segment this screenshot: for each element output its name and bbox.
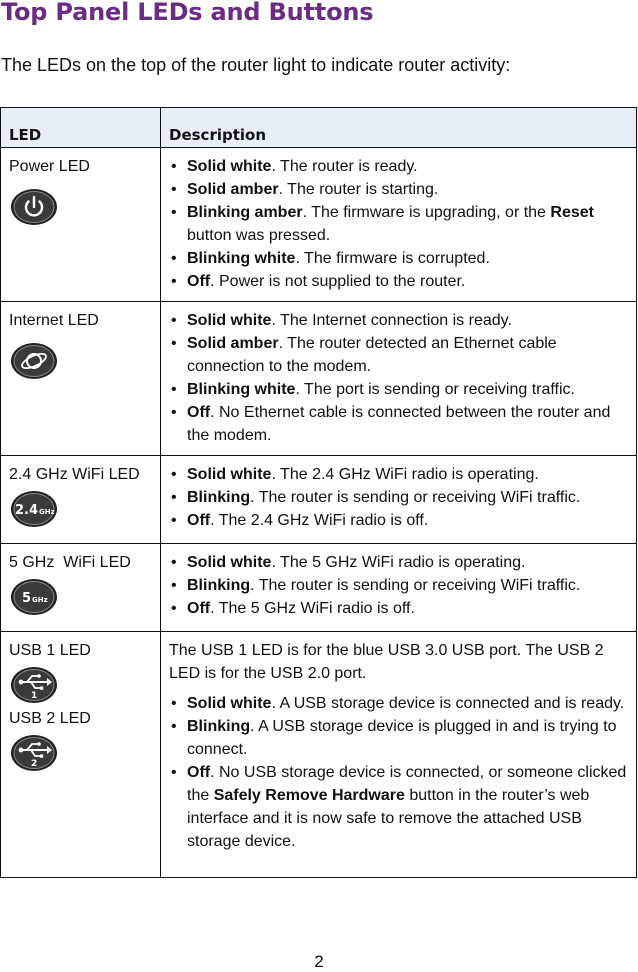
wifi-5ghz-icon xyxy=(9,577,59,617)
led-name-usb2: USB 2 LED xyxy=(9,710,91,727)
list-item: • Off. The 2.4 GHz WiFi radio is off. xyxy=(169,509,628,532)
usb-2-icon xyxy=(9,733,59,773)
desc-cell-usb xyxy=(161,632,637,878)
svg-text:5: 5 xyxy=(22,591,32,606)
power-icon xyxy=(9,187,59,227)
page-title: Top Panel LEDs and Buttons xyxy=(1,0,374,26)
table-row xyxy=(1,148,637,302)
intro-text: The LEDs on the top of the router light to indicate router activity: xyxy=(1,55,511,75)
table-row xyxy=(1,456,637,544)
usb-1-icon xyxy=(9,665,59,705)
list-item: • Off. The 5 GHz WiFi radio is off. xyxy=(169,597,628,620)
led-cell-wifi-5 xyxy=(1,544,161,632)
list-item: • Solid white. The 5 GHz WiFi radio is operating. xyxy=(169,551,628,574)
list-item: • Off. No Ethernet cable is connected between the router and the modem. xyxy=(169,401,628,447)
table-row xyxy=(1,302,637,456)
led-name: USB 1 LED xyxy=(9,642,91,659)
table-header-row xyxy=(1,108,637,148)
list-item: • Solid white. The 2.4 GHz WiFi radio is operating. xyxy=(169,463,628,486)
list-item: • Solid white. A USB storage device is connected and is ready. xyxy=(169,692,628,715)
page-number: 2 xyxy=(314,952,324,971)
svg-text:1: 1 xyxy=(31,691,38,701)
led-cell-usb xyxy=(1,632,161,878)
list-item: • Off. No USB storage device is connected, or someone clicked the Safely Remove Hardware button in the router’s web interface and it is now safe to remove the attached USB storage device. xyxy=(169,761,628,853)
desc-cell-internet xyxy=(161,302,637,456)
led-name: Power LED xyxy=(9,158,90,175)
desc-cell-wifi-2-4 xyxy=(161,456,637,544)
svg-text:2.4: 2.4 xyxy=(15,503,39,518)
list-item: • Blinking. The router is sending or receiving WiFi traffic. xyxy=(169,486,628,509)
svg-text:GHz: GHz xyxy=(39,508,55,516)
header-led: LED xyxy=(1,108,161,148)
led-cell-power xyxy=(1,148,161,302)
list-item: • Blinking. A USB storage device is plugged in and is trying to connect. xyxy=(169,715,628,761)
list-item: • Solid amber. The router detected an Ethernet cable connection to the modem. xyxy=(169,332,628,378)
led-name: 5 GHz WiFi LED xyxy=(9,554,131,571)
list-item: • Blinking white. The port is sending or receiving traffic. xyxy=(169,378,628,401)
svg-text:2: 2 xyxy=(31,759,38,769)
list-item: • Blinking white. The firmware is corrupted. xyxy=(169,247,628,270)
led-table xyxy=(0,107,637,878)
wifi-2-4ghz-icon xyxy=(9,489,59,529)
led-cell-wifi-2-4 xyxy=(1,456,161,544)
table-row xyxy=(1,544,637,632)
internet-globe-icon xyxy=(9,341,59,381)
desc-cell-wifi-5 xyxy=(161,544,637,632)
led-name: Internet LED xyxy=(9,312,99,329)
list-item: • Blinking. The router is sending or receiving WiFi traffic. xyxy=(169,574,628,597)
svg-text:GHz: GHz xyxy=(32,596,48,604)
table-row xyxy=(1,632,637,878)
desc-cell-power xyxy=(161,148,637,302)
list-item: • Solid white. The Internet connection is ready. xyxy=(169,309,628,332)
led-name: 2.4 GHz WiFi LED xyxy=(9,466,140,483)
list-item: • Solid white. The router is ready. xyxy=(169,155,628,178)
usb-description-intro: The USB 1 LED is for the blue USB 3.0 USB port. The USB 2 LED is for the USB 2.0 port. xyxy=(169,642,604,682)
list-item: • Solid amber. The router is starting. xyxy=(169,178,628,201)
list-item: • Off. Power is not supplied to the router. xyxy=(169,270,628,293)
list-item: • Blinking amber. The firmware is upgrading, or the Reset button was pressed. xyxy=(169,201,628,247)
led-cell-internet xyxy=(1,302,161,456)
header-description: Description xyxy=(161,108,637,148)
